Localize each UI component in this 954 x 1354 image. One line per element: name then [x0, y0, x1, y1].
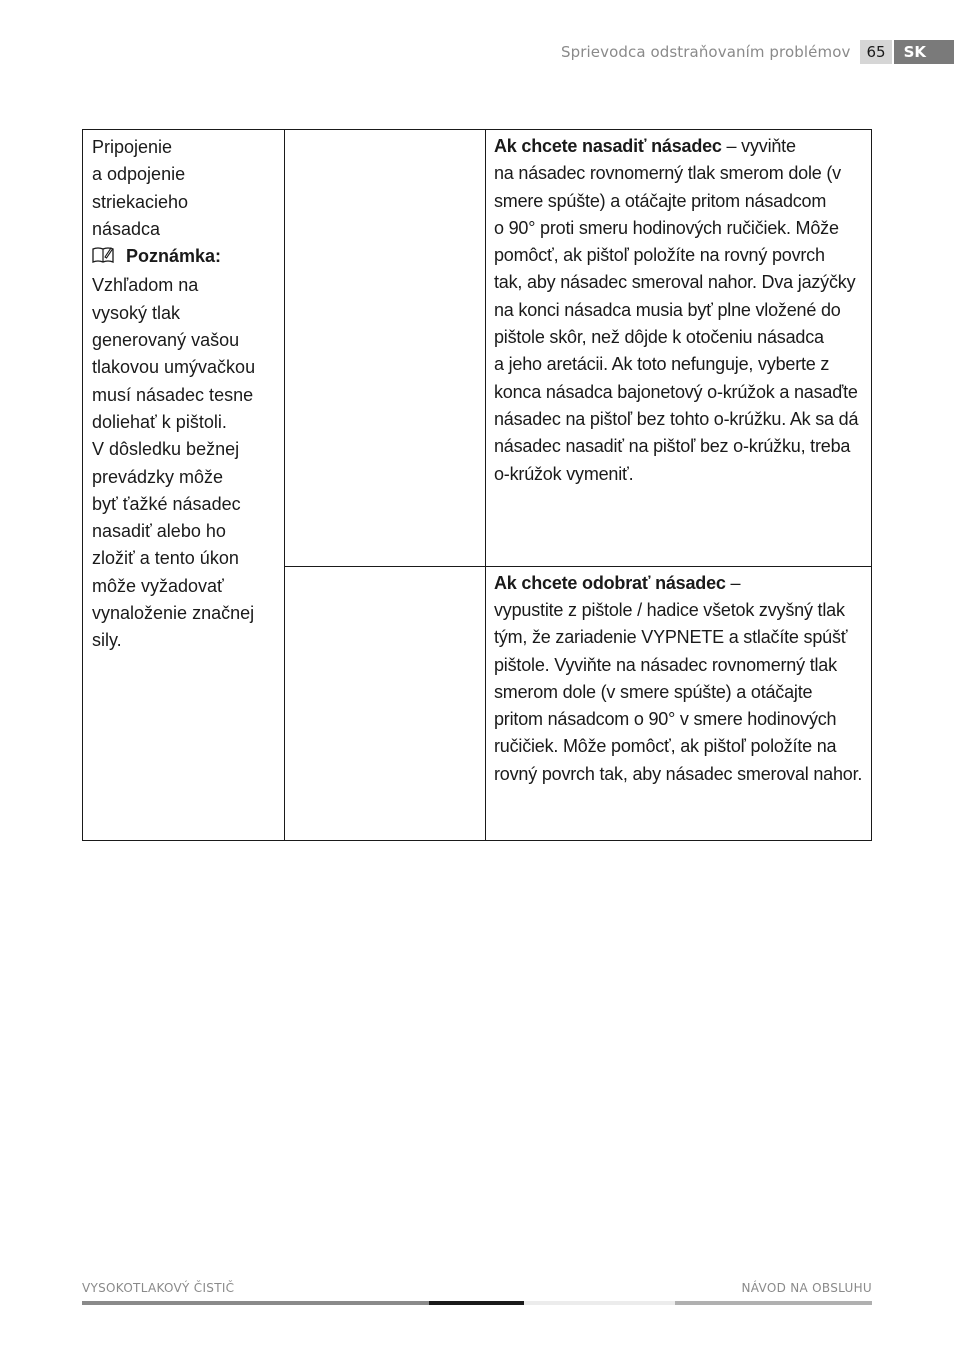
solution-title: Ak chcete odobrať násadec — [494, 572, 726, 593]
footer-product-name: VYSOKOTLAKOVÝ ČISTIČ — [82, 1281, 235, 1295]
footer-manual-name: NÁVOD NA OBSLUHU — [741, 1281, 872, 1295]
solution-cell — [486, 130, 872, 567]
book-note-icon — [92, 245, 114, 272]
table-row — [83, 130, 872, 567]
footer-bar-segment — [675, 1301, 872, 1305]
note-label: Poznámka: — [126, 246, 222, 267]
solution-title: Ak chcete nasadiť násadec — [494, 136, 722, 156]
language-badge: SK — [894, 40, 954, 64]
footer-bar-segment — [524, 1301, 675, 1305]
page-header — [561, 40, 954, 64]
note-text: Vzhľadom na vysoký tlak generovaný vašou tlakovou umývačkou musí násadec tesne doliehať k pištoli. V dôsledku bežnej prevádzky môže byť ťažké násadec nasadiť alebo ho zložiť a tento úkon môže vyžadovať vynaloženie značnej sily. — [92, 275, 256, 651]
note-heading — [92, 243, 278, 272]
footer-bar-segment — [429, 1301, 524, 1305]
problem-cell — [83, 130, 285, 841]
problem-text: Pripojenie a odpojenie striekacieho násadca — [92, 137, 189, 239]
solution-cell — [486, 566, 872, 840]
header-title: Sprievodca odstraňovaním problémov — [560, 43, 851, 61]
solution-text: – vyviňte na násadec rovnomerný tlak smerom dole (v smere spúšte) a otáčajte pritom násadcom o 90° proti smeru hodinových ručičiek. Môže pomôcť, ak pištoľ položíte na rovný povrch tak, aby násadec smeroval nahor. Dva jazýčky na konci násadca musia byť plne vložené do pištole skôr, než dôjde k otočeniu násadca a jeho aretácii. Ak toto nefunguje, vyberte z konca násadca bajonetový o-krúžok a nasaďte násadec na pištoľ bez tohto o-krúžku. Ak sa dá násadec nasadiť na pištoľ bez o-krúžku, treba o-krúžok vymeniť. — [494, 136, 859, 484]
troubleshooting-table — [82, 129, 872, 841]
footer-bar — [82, 1301, 872, 1305]
page-number: 65 — [860, 40, 891, 64]
footer-bar-segment — [82, 1301, 429, 1305]
cause-cell — [285, 130, 486, 567]
cause-cell — [285, 566, 486, 840]
solution-text: – vypustite z pištole / hadice všetok zvyšný tlak tým, že zariadenie VYPNETE a stlačíte spúšť pištole. Vyviňte na násadec rovnomerný tlak smerom dole (v smere spúšte) a otáčajte pritom násadcom o 90° v smere hodinových ručičiek. Môže pomôcť, ak pištoľ položíte na rovný povrch tak, aby násadec smeroval nahor. — [494, 572, 863, 784]
